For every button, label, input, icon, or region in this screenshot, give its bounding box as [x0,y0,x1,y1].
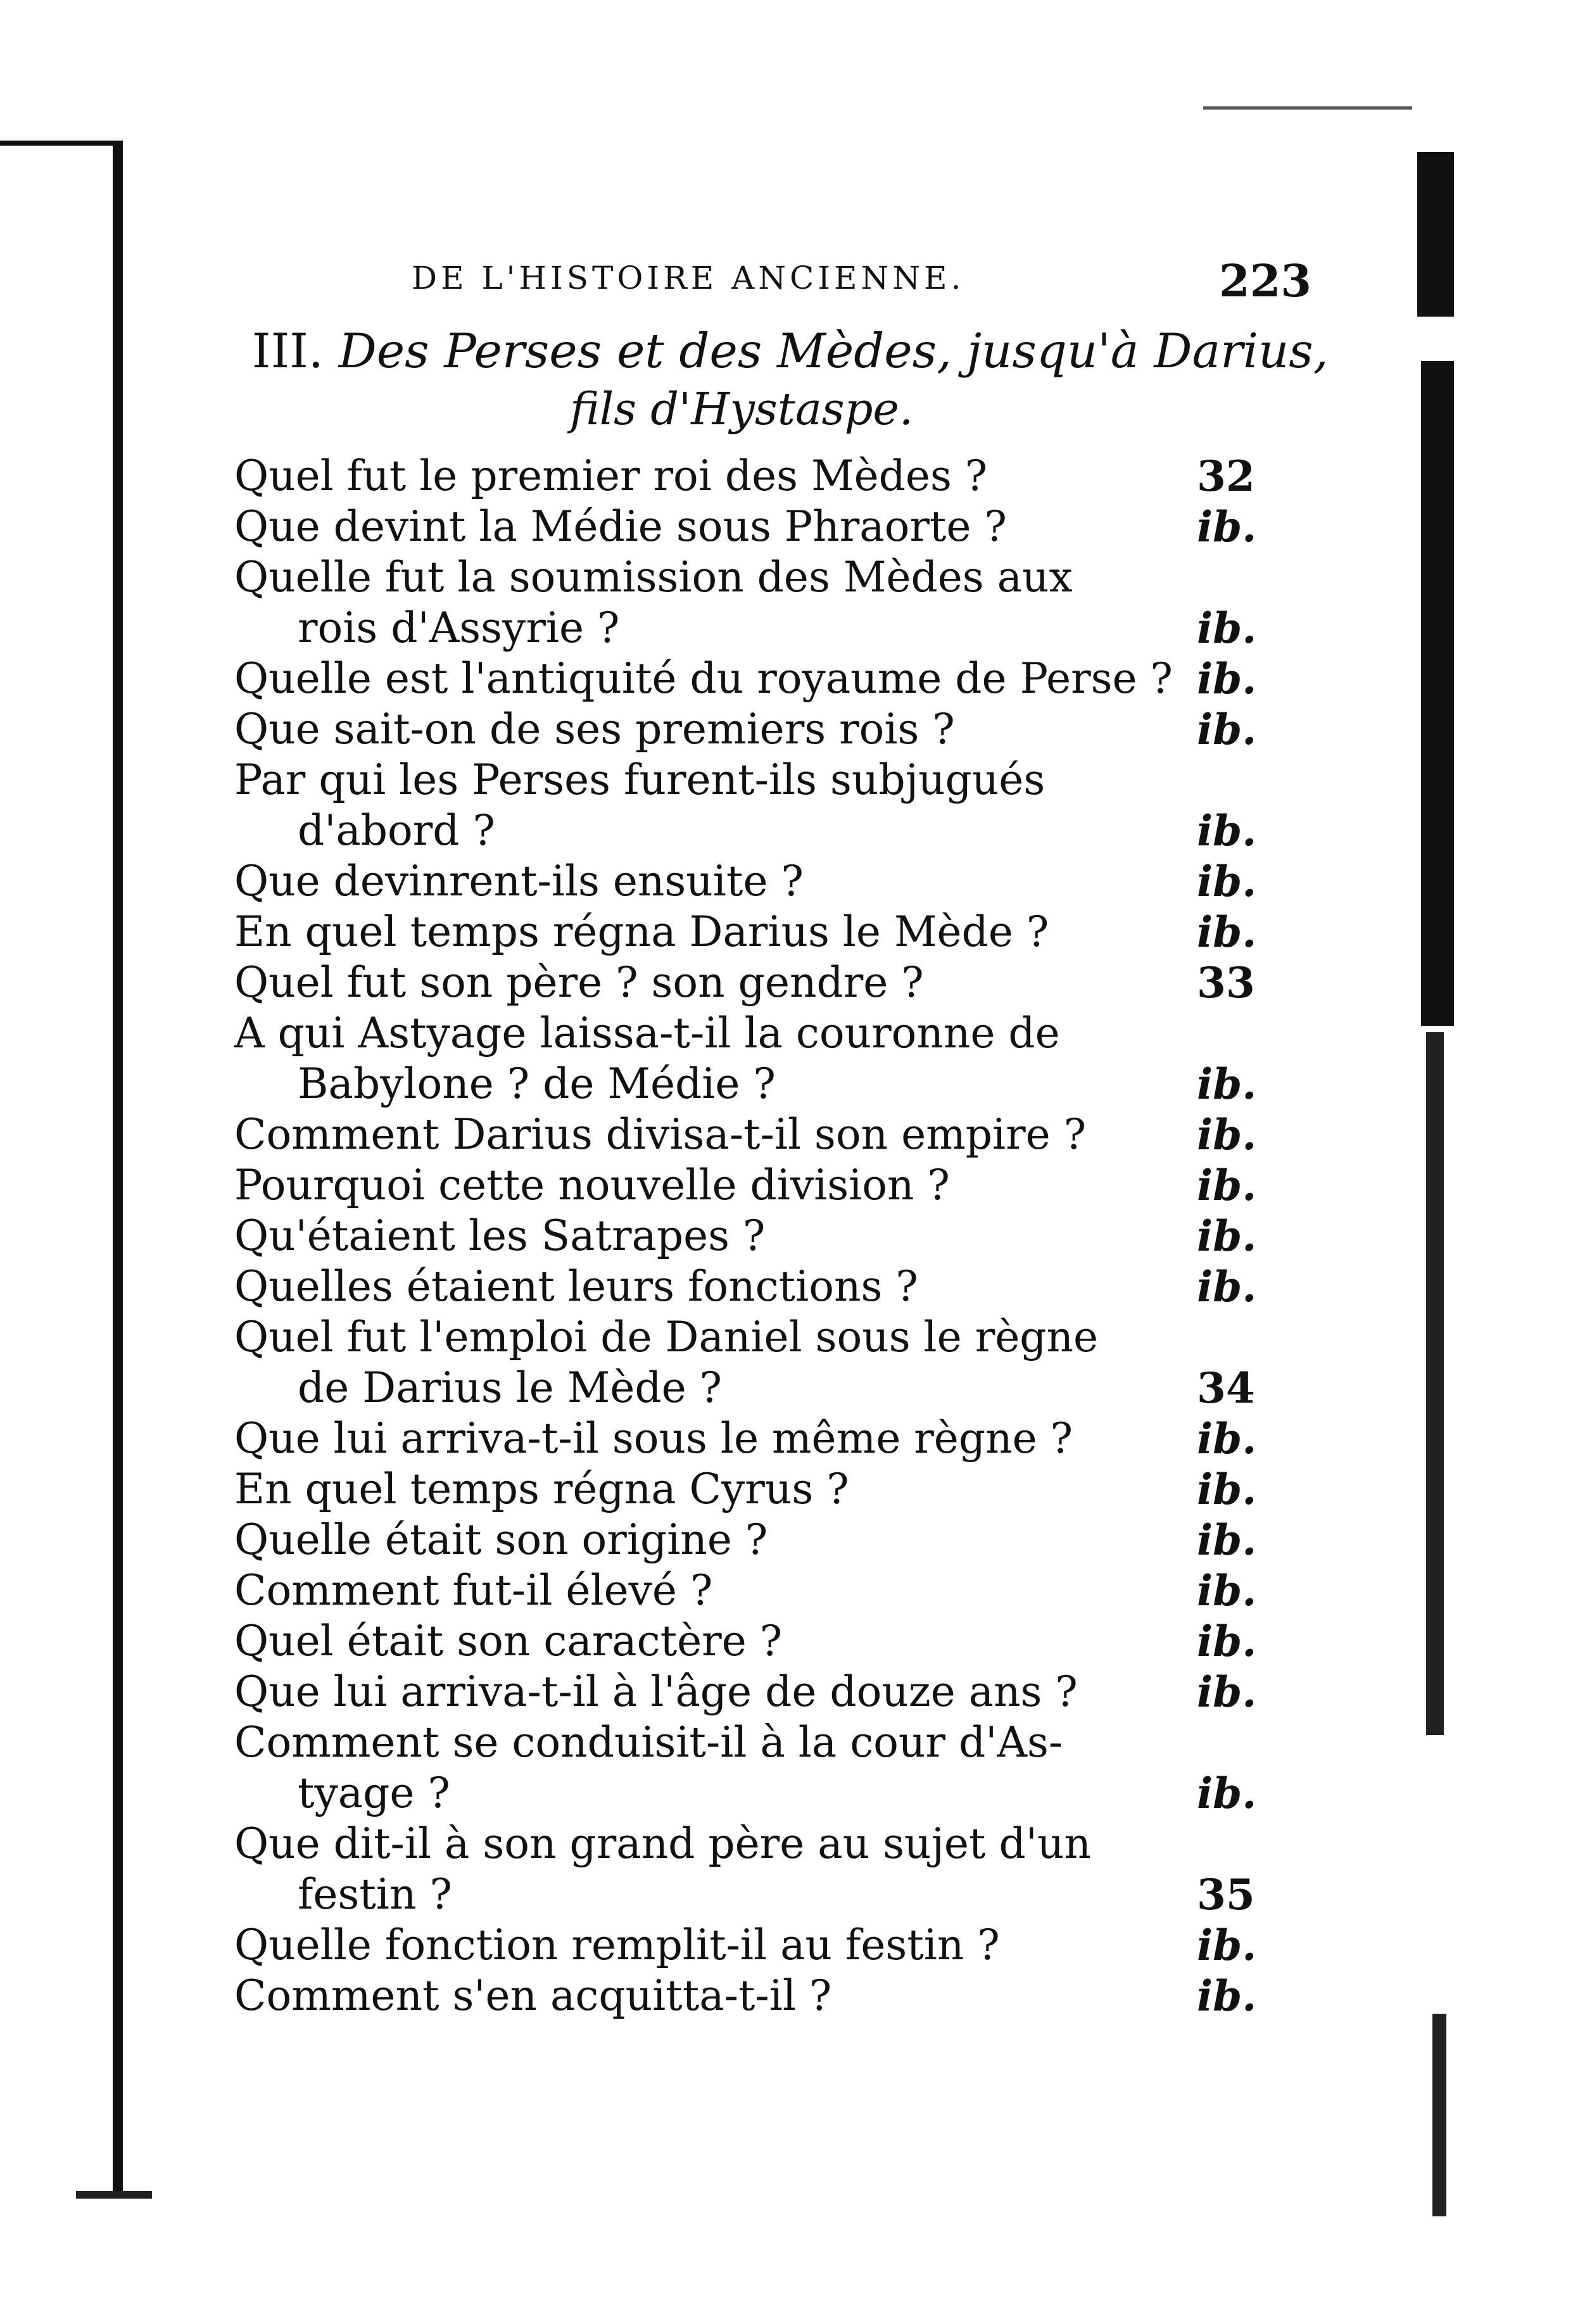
question-text: d'abord ? [298,806,495,855]
list-item [234,704,1286,755]
question-text: Quel fut son père ? son gendre ? [234,958,924,1007]
question-text: En quel temps régna Darius le Mède ? [234,907,1049,956]
question-text: Que lui arriva-t-il sous le même règne ? [234,1414,1073,1463]
question-text: Par qui les Perses furent-ils subjugués [234,755,1046,804]
section-title-line2: fils d'Hystaspe. [570,383,914,435]
scan-edge-right [1426,1032,1444,1735]
question-text: Comment s'en acquitta-t-il ? [234,1971,832,2020]
section-title [252,323,1329,379]
section-title-line1: Des Perses et des Mèdes, jusqu'à Darius, [338,323,1329,379]
scan-edge-right [1417,152,1454,317]
scan-edge-right [1432,2014,1446,2216]
list-item [234,502,1286,552]
list-item [234,1667,1286,1717]
list-item [234,1312,1286,1363]
question-text: Comment fut-il élevé ? [234,1566,713,1615]
section-number: III. [252,323,324,379]
question-text: Que devint la Médie sous Phraorte ? [234,502,1007,551]
page-reference: ib. [1197,1667,1257,1717]
list-item [234,1109,1286,1160]
question-text: Quel fut l'emploi de Daniel sous le règne [234,1313,1099,1361]
page-reference: ib. [1197,1059,1257,1109]
list-item [234,907,1286,957]
page-reference: ib. [1197,857,1257,906]
question-text: Qu'étaient les Satrapes ? [234,1211,766,1260]
scan-spine-left [113,141,123,2199]
list-item [234,451,1286,502]
question-text: Comment Darius divisa-t-il son empire ? [234,1110,1087,1159]
list-item [234,1920,1286,1971]
page-reference: ib. [1197,705,1257,754]
list-item [234,1464,1286,1515]
question-text: Quelles étaient leurs fonctions ? [234,1262,918,1311]
list-item [234,1616,1286,1667]
list-item [234,1717,1286,1768]
question-text: Babylone ? de Médie ? [298,1059,776,1108]
list-item [234,552,1286,603]
question-text: A qui Astyage laissa-t-il la couronne de [234,1009,1060,1058]
list-item [234,1008,1286,1059]
page-reference: ib. [1197,1262,1257,1311]
list-item [234,1869,1286,1920]
list-item [234,755,1286,805]
page-reference: ib. [1197,603,1257,653]
page-reference: ib. [1197,1211,1257,1261]
scan-edge-top-left [0,141,120,146]
page-reference: 32 [1197,452,1255,501]
list-item [234,1515,1286,1565]
question-text: Que lui arriva-t-il à l'âge de douze ans ? [234,1667,1078,1716]
question-text: festin ? [298,1870,452,1919]
list-item [234,1261,1286,1312]
scan-spine-left-foot [76,2191,152,2199]
page-reference: 33 [1197,958,1255,1007]
question-text: rois d'Assyrie ? [298,603,620,652]
list-item [234,1971,1286,2021]
list-item [234,1565,1286,1616]
page-reference: ib. [1197,1566,1257,1615]
list-item [234,957,1286,1008]
list-item [234,1819,1286,1869]
page-number: 223 [1219,255,1312,307]
question-text: Quelle fut la soumission des Mèdes aux [234,553,1073,602]
scan-edge-top-right [1203,106,1412,110]
list-item [234,1363,1286,1413]
page-reference: ib. [1197,1971,1257,2021]
running-header: DE L'HISTOIRE ANCIENNE. [412,260,965,296]
list-item [234,654,1286,704]
page-reference: ib. [1197,907,1257,957]
page-reference: ib. [1197,1515,1257,1565]
question-text: tyage ? [298,1769,450,1817]
question-text: En quel temps régna Cyrus ? [234,1465,849,1513]
page-reference: ib. [1197,1769,1257,1818]
question-text: Quel fut le premier roi des Mèdes ? [234,452,988,500]
list-item [234,1768,1286,1819]
question-text: Que dit-il à son grand père au sujet d'un [234,1819,1091,1868]
page-reference: ib. [1197,654,1257,704]
list-item [234,805,1286,856]
question-text: Comment se conduisit-il à la cour d'As- [234,1718,1063,1767]
question-text: Quelle était son origine ? [234,1515,768,1564]
page-reference: ib. [1197,1465,1257,1514]
page-reference: ib. [1197,806,1257,856]
page-reference: ib. [1197,1617,1257,1666]
list-item [234,856,1286,907]
page-reference: ib. [1197,1161,1257,1210]
list-item [234,1059,1286,1109]
question-text: Que sait-on de ses premiers rois ? [234,705,955,754]
page-reference: ib. [1197,1110,1257,1159]
question-text: Que devinrent-ils ensuite ? [234,857,804,906]
list-item [234,1211,1286,1261]
list-item [234,1413,1286,1464]
question-text: Quelle fonction remplit-il au festin ? [234,1921,1000,1969]
scan-edge-right [1421,361,1454,1026]
question-text: de Darius le Mède ? [298,1363,723,1412]
page-reference: ib. [1197,1921,1257,1970]
question-text: Quelle est l'antiquité du royaume de Perse ? [234,654,1173,703]
page-reference: ib. [1197,1414,1257,1463]
page-reference: 35 [1197,1870,1255,1919]
list-item [234,1160,1286,1211]
question-text: Pourquoi cette nouvelle division ? [234,1161,950,1209]
page-reference: 34 [1197,1363,1255,1413]
list-item [234,603,1286,654]
question-text: Quel était son caractère ? [234,1617,783,1665]
page-reference: ib. [1197,502,1257,552]
